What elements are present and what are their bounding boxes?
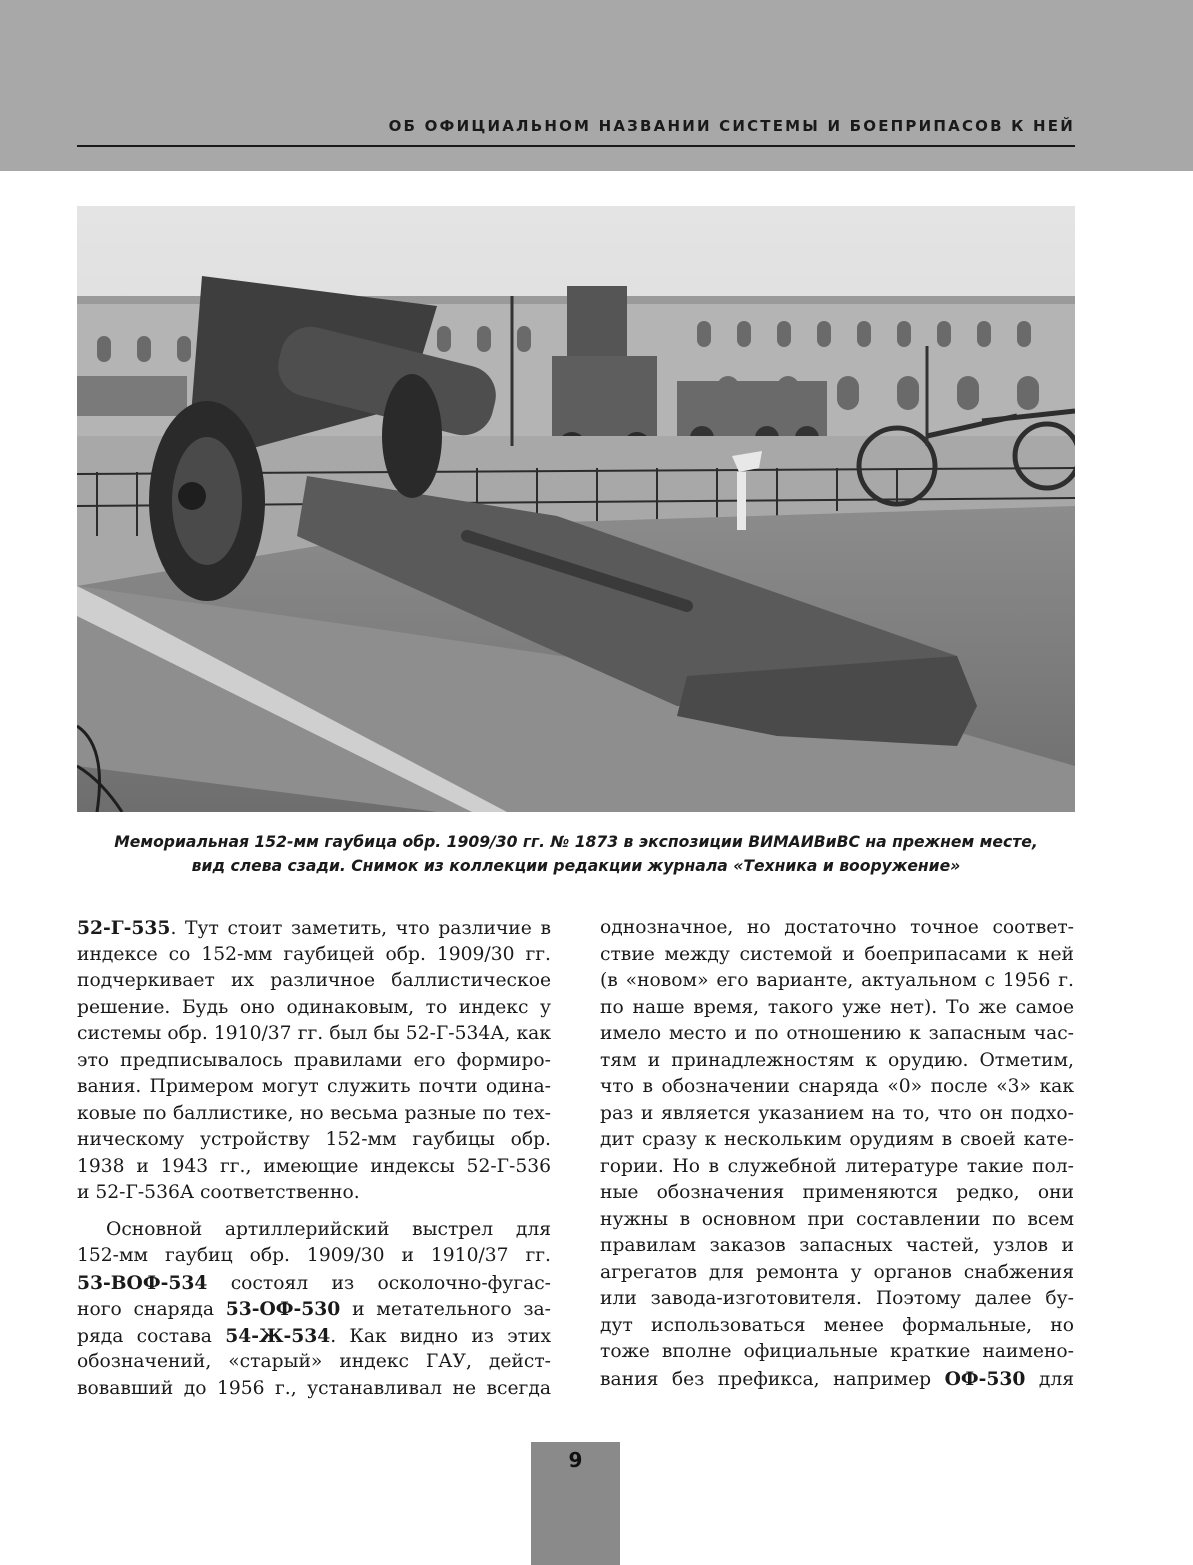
text-line: решение. Будь оно одинаковым, то индекс у: [77, 996, 551, 1018]
text-line: это предписывалось правилами его формиро-: [77, 1049, 551, 1071]
text-line: нужны в основном при составлении по всем: [600, 1208, 1074, 1230]
text-line: вовавший до 1956 г., устанавливал не всегда: [77, 1377, 551, 1399]
photo-caption: [77, 830, 1075, 878]
text-line: 152-мм гаубиц обр. 1909/30 и 1910/37 гг.: [77, 1245, 551, 1266]
text-line: правилам заказов запасных частей, узлов и: [600, 1235, 1074, 1256]
text-line: обозначений, «старый» индекс ГАУ, дейст-: [77, 1351, 551, 1372]
text-line: системы обр. 1910/37 гг. был бы 52-Г-534А, как: [77, 1023, 551, 1044]
text-line: ническому устройству 152-мм гаубицы обр.: [77, 1129, 551, 1150]
text-line: имело место и по отношению к запасным час-: [600, 1023, 1074, 1044]
text-line: 53-ВОФ-534 состоял из осколочно-фугас-: [77, 1271, 551, 1294]
header-rule: [77, 145, 1075, 147]
right-wheel: [382, 374, 442, 498]
text-line: ного снаряда 53-ОФ-530 и метательного за-: [77, 1298, 551, 1320]
running-header-title: ОБ ОФИЦИАЛЬНОМ НАЗВАНИИ СИСТЕМЫ И БОЕПРИПАСОВ К НЕЙ: [388, 117, 1075, 135]
caption-line-2: вид слева сзади. Снимок из коллекции редакции журнала «Техника и вооружение»: [191, 857, 961, 875]
text-line: или завода-изготовителя. Поэтому далее бу-: [600, 1288, 1074, 1309]
text-line: 1938 и 1943 гг., имеющие индексы 52-Г-536: [77, 1155, 551, 1177]
text-line: и 52-Г-536А соответственно.: [77, 1182, 360, 1203]
text-line: однозначное, но достаточно точное соответ-: [600, 917, 1074, 938]
text-line: (в «новом» его варианте, актуальном с 1956 г.: [600, 970, 1074, 991]
left-text-column: [77, 915, 551, 1402]
text-line: ряда состава 54-Ж-534. Как видно из этих: [77, 1324, 552, 1347]
caption-line-1: Мемориальная 152-мм гаубица обр. 1909/30 гг. № 1873 в экспозиции ВИМАИВиВС на прежнем месте,: [114, 833, 1038, 851]
text-line: гории. Но в служебной литературе такие пол-: [600, 1155, 1074, 1177]
text-line: тоже вполне официальные краткие наимено-: [600, 1341, 1074, 1362]
text-line: вания без префикса, например ОФ-530 для: [600, 1367, 1074, 1390]
page-number-tab: [531, 1442, 620, 1565]
text-line: по наше время, такого уже нет). То же самое: [600, 996, 1074, 1018]
text-line: тям и принадлежностям к орудию. Отметим,: [600, 1049, 1074, 1071]
text-line: вания. Примером могут служить почти одина-: [77, 1076, 551, 1097]
page-number: 9: [568, 1448, 583, 1472]
text-line: Основной артиллерийский выстрел для: [106, 1218, 551, 1240]
text-line: ковые по баллистике, но весьма разные по тех-: [77, 1102, 551, 1124]
text-line: дут использоваться менее формальные, но: [600, 1314, 1074, 1336]
text-line: что в обозначении снаряда «0» после «3» как: [600, 1076, 1074, 1097]
paragraph-gap: [77, 1207, 551, 1217]
text-line: подчеркивает их различное баллистическое: [77, 970, 551, 991]
right-text-column: [600, 915, 1074, 1392]
text-line: дит сразу к нескольким орудиям в своей кате-: [600, 1129, 1074, 1150]
text-line: 52-Г-535. Тут стоит заметить, что различие в: [77, 917, 551, 939]
howitzer-photo: [77, 206, 1075, 812]
text-line: индексе со 152-мм гаубицей обр. 1909/30 гг.: [77, 943, 551, 965]
text-line: ные обозначения применяются редко, они: [600, 1182, 1074, 1203]
text-line: агрегатов для ремонта у органов снабжения: [600, 1261, 1074, 1283]
text-line: раз и является указанием на то, что он подхо-: [600, 1102, 1074, 1124]
text-line: ствие между системой и боеприпасами к ней: [600, 943, 1074, 965]
